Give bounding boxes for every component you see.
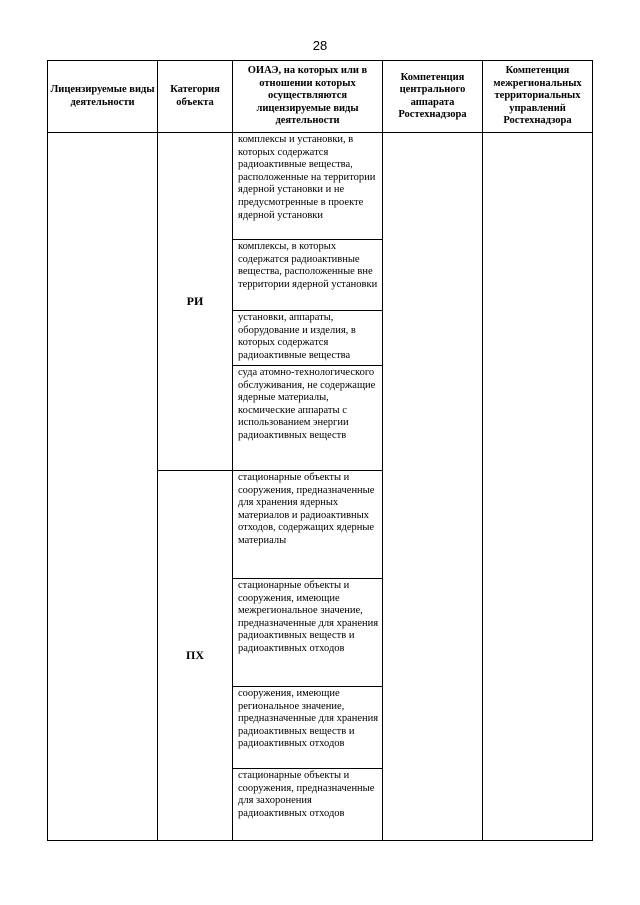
header-object-category: Категория объекта xyxy=(158,61,233,133)
list-item: стационарные объекты и сооружения, предназначенные для захоронения радиоактивных отходов xyxy=(238,770,375,819)
activities-cell xyxy=(48,133,158,841)
list-item: установки, аппараты, оборудование и изделия, в которых содержатся радиоактивные вещества xyxy=(233,311,382,366)
header-licensed-activities: Лицензируемые виды деятельности xyxy=(48,61,158,133)
list-item: стационарные объекты и сооружения, имеющие межрегиональное значение, предназначенные для хранения радиоактивных веществ и радиоактивных отходов xyxy=(233,579,382,687)
category-ri: РИ xyxy=(158,133,233,471)
list-item: сооружения, имеющие региональное значение, предназначенные для хранения радиоактивных веществ и радиоактивных отходов xyxy=(233,687,382,769)
list-item: стационарные объекты и сооружения, предназначенные для хранения ядерных материалов и радиоактивных отходов, содержащих ядерные материалы xyxy=(233,471,382,579)
header-central-competence: Компетенция центрального аппарата Ростехнадзора xyxy=(383,61,483,133)
objects-cell-px xyxy=(233,471,383,841)
list-item: суда атомно-технологического обслуживания, не содержащие ядерные материалы, космические аппараты с использованием энергии радиоактивных веществ xyxy=(238,367,376,441)
header-oiae: ОИАЭ, на которых или в отношении которых осуществляются лицензируемые виды деятельности xyxy=(233,61,383,133)
list-item: комплексы и установки, в которых содержатся радиоактивные вещества, расположенные на территории ядерной установки и не предусмотренные в проекте ядерной установки xyxy=(233,133,382,240)
central-competence-cell xyxy=(383,133,483,841)
list-item: комплексы, в которых содержатся радиоактивные вещества, расположенные вне территории ядерной установки xyxy=(233,240,382,311)
table-row xyxy=(48,133,593,471)
header-regional-competence: Компетенция межрегиональных территориальных управлений Ростехнадзора xyxy=(483,61,593,133)
page-number: 28 xyxy=(312,38,328,53)
category-px: ПХ xyxy=(158,471,233,841)
regional-competence-cell xyxy=(483,133,593,841)
header-row xyxy=(48,61,593,133)
objects-cell-ri xyxy=(233,133,383,471)
licensing-table xyxy=(47,60,593,841)
